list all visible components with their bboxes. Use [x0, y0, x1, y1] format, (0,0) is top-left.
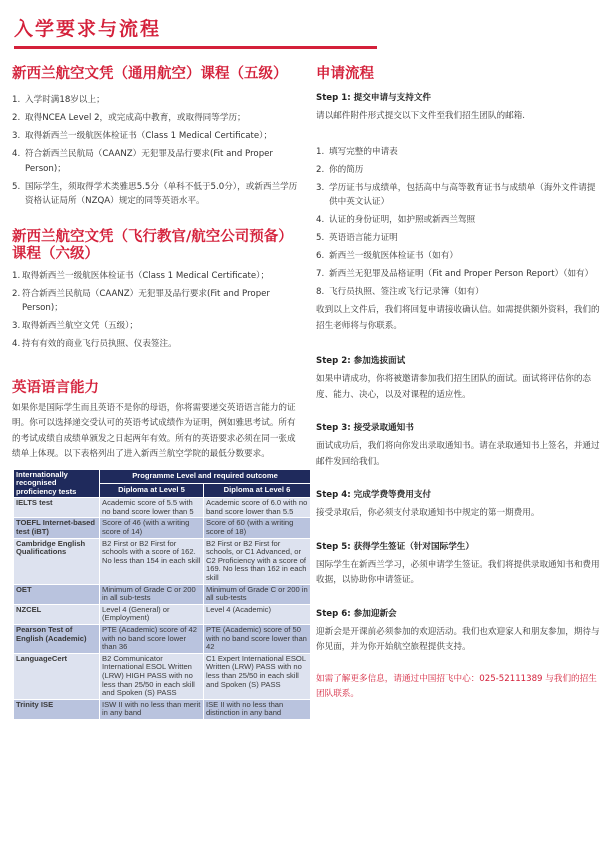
- item-number: 1.: [12, 270, 21, 281]
- cell-test: LanguageCert: [14, 653, 100, 699]
- item-number: 3.: [316, 182, 325, 193]
- list-item: [12, 337, 304, 352]
- list-item: [316, 145, 600, 160]
- list-item: [12, 269, 304, 284]
- item-number: 2.: [12, 113, 21, 123]
- list-item: [316, 285, 600, 300]
- list-item: [12, 287, 304, 316]
- cell-test: Trinity ISE: [14, 699, 100, 719]
- item-text: 符合新西兰民航局（CAANZ）无犯罪及品行要求(Fit and Proper Person)；: [25, 149, 273, 174]
- list-item: [316, 181, 600, 210]
- item-text: 填写完整的申请表: [329, 146, 398, 157]
- step4-text: 接受录取后，你必须支付录取通知书中规定的第一期费用。: [316, 508, 540, 518]
- list-item: [316, 213, 600, 228]
- contact-info: 如需了解更多信息，请通过中国招飞中心：025-52111389 与我们的招生团队联系。: [316, 673, 597, 699]
- list-item: [12, 147, 304, 176]
- list-item: [316, 267, 600, 282]
- item-text: 国际学生，须取得学术类雅思5.5分（单科不低于5.0分），或新西兰学历资格认证局所（NZQA）规定的同等英语水平。: [25, 181, 298, 206]
- list-item: [316, 163, 600, 178]
- table-row: [14, 538, 311, 584]
- table-row: [14, 604, 311, 624]
- cell-level5: PTE (Academic) score of 42 with no band score lower than 36: [100, 625, 204, 654]
- table-row: [14, 584, 311, 604]
- step1-documents-list: [316, 145, 600, 300]
- item-number: 3.: [12, 321, 21, 331]
- item-number: 1.: [12, 95, 21, 105]
- table-row: [14, 518, 311, 538]
- item-number: 2.: [316, 164, 325, 175]
- item-text: 新西兰无犯罪及品格证明（Fit and Proper Person Report）（如有）: [329, 269, 594, 279]
- cell-test: Pearson Test of English (Academic): [14, 625, 100, 654]
- list-item: [12, 319, 304, 334]
- list-item: [12, 129, 304, 144]
- cell-level6: Level 4 (Academic): [204, 604, 311, 624]
- item-number: 4.: [316, 215, 325, 225]
- left-column: [12, 66, 308, 720]
- table-row: [14, 653, 311, 699]
- list-item: [12, 93, 304, 108]
- step4-title: Step 4: 完成学费等费用支付: [316, 490, 432, 500]
- page-title: 入学要求与流程: [14, 18, 162, 40]
- right-column: [316, 66, 600, 703]
- header-level6: Diploma at Level 6: [204, 483, 311, 497]
- header-test: Internationally recognised proficiency tests: [14, 469, 100, 498]
- table-row: [14, 625, 311, 654]
- item-number: 4.: [12, 339, 21, 349]
- header-programme-level: Programme Level and required outcome: [100, 469, 311, 483]
- header-level5: Diploma at Level 5: [100, 483, 204, 497]
- item-number: 5.: [12, 181, 21, 192]
- cell-level6: Score of 60 (with a writing score of 18): [204, 518, 311, 538]
- cell-level5: Level 4 (General) or (Employment): [100, 604, 204, 624]
- list-item: [12, 111, 304, 126]
- item-text: 学历证书与成绩单，包括高中与高等教育证书与成绩单（海外文件请提供中英文认证）: [329, 182, 596, 207]
- cell-level6: Academic score of 6.0 with no band score lower than 5.5: [204, 498, 311, 518]
- item-text: 取得NCEA Level 2，或完成高中教育，或取得同等学历；: [25, 113, 246, 123]
- item-text: 新西兰一级航医体检证书（如有）: [329, 251, 458, 261]
- step1-intro: 请以邮件附件形式提交以下文件至我们招生团队的邮箱.: [316, 111, 525, 121]
- list-item: [316, 231, 600, 246]
- english-intro: 如果你是国际学生而且英语不是你的母语，你将需要递交英语语言能力的证明。你可以选择递交受认可的英语考试成绩作为证明，例如雅思考试。所有的考试成绩自成绩单颁发之日起两年有效。所有的英语要求必须在同一张成绩单上体现。以下表格列出了进入新西兰航空学院的最低分数要求。: [12, 402, 296, 459]
- english-heading: 英语语言能力: [12, 379, 99, 396]
- cell-level5: Academic score of 5.5 with no band score lower than 5: [100, 498, 204, 518]
- table-row: [14, 699, 311, 719]
- item-number: 4.: [12, 149, 21, 159]
- step2-title: Step 2: 参加选拔面试: [316, 356, 406, 366]
- item-text: 英语语言能力证明: [329, 233, 398, 243]
- step5-text: 国际学生在新西兰学习，必须申请学生签证。我们将提供录取通知书和费用收据，以协助你申请签证。: [316, 559, 600, 585]
- title-divider: [14, 46, 377, 49]
- item-text: 入学时满18岁以上；: [25, 95, 105, 105]
- step1-outro: 收到以上文件后，我们将回复申请接收确认信。如需提供额外资料，我们的招生老师将与你联系。: [316, 305, 600, 331]
- cell-level6: C1 Expert International ESOL Written (LRW) PASS with no less than 25/50 in each skill and Spoken (S) PASS: [204, 653, 311, 699]
- item-text: 飞行员执照、签注或飞行记录簿（如有）: [329, 287, 484, 297]
- item-number: 6.: [316, 251, 325, 261]
- item-number: 3.: [12, 131, 21, 141]
- step6-title: Step 6: 参加迎新会: [316, 608, 397, 619]
- cell-level6: PTE (Academic) score of 50 with no band score lower than 42: [204, 625, 311, 654]
- item-text: 取得新西兰一级航医体检证书（Class 1 Medical Certificate）；: [22, 270, 270, 281]
- list-item: [316, 249, 600, 264]
- item-number: 8.: [316, 287, 325, 297]
- cell-level5: Score of 46 (with a writing score of 14): [100, 518, 204, 538]
- cell-test: TOEFL Internet-based test (iBT): [14, 518, 100, 538]
- step6-text: 迎新会是开课前必须参加的欢迎活动。我们也欢迎家人和朋友参加，期待与你见面，并为你开始航空旅程提供支持。: [316, 626, 600, 652]
- item-number: 5.: [316, 233, 325, 243]
- item-text: 认证的身份证明，如护照或新西兰驾照: [329, 215, 476, 225]
- level6-requirements-list: [12, 269, 304, 352]
- step3-text: 面试成功后，我们将向你发出录取通知书。请在录取通知书上签名，并通过邮件发回给我们。: [316, 441, 600, 467]
- english-requirements-table: [13, 469, 311, 720]
- cell-test: Cambridge English Qualifications: [14, 538, 100, 584]
- level6-heading: 新西兰航空文凭（飞行教官/航空公司预备）课程（六级）: [12, 228, 293, 262]
- item-number: 7.: [316, 269, 325, 279]
- step1-title: Step 1: 提交申请与支持文件: [316, 93, 432, 103]
- item-text: 取得新西兰一级航医体检证书（Class 1 Medical Certificate）；: [25, 131, 273, 141]
- item-number: 2.: [12, 288, 21, 299]
- cell-level5: B2 Communicator International ESOL Written (LRW) HIGH PASS with no less than 25/50 in each skill and Spoken (S) PASS: [100, 653, 204, 699]
- table-row: [14, 498, 311, 518]
- cell-test: IELTS test: [14, 498, 100, 518]
- step2-text: 如果申请成功，你将被邀请参加我们招生团队的面试。面试将评估你的态度、能力、决心，以及对课程的适应性。: [316, 374, 592, 400]
- cell-level5: B2 First or B2 First for schools with a score of 162. No less than 154 in each skill: [100, 538, 204, 584]
- list-item: [12, 180, 304, 209]
- process-heading: 申请流程: [316, 66, 374, 82]
- cell-level5: Minimum of Grade C or 200 in all sub-tests: [100, 584, 204, 604]
- cell-level6: ISE II with no less than distinction in any band: [204, 699, 311, 719]
- level5-heading: 新西兰航空文凭（通用航空）课程（五级）: [12, 66, 288, 82]
- step3-title: Step 3: 接受录取通知书: [316, 423, 414, 433]
- cell-test: NZCEL: [14, 604, 100, 624]
- cell-level6: B2 First or B2 First for schools, or C1 Advanced, or C2 Proficiency with a score of 169. No less than 162 in each skill: [204, 538, 311, 584]
- item-text: 你的简历: [329, 164, 364, 175]
- item-number: 1.: [316, 146, 325, 157]
- step5-title: Step 5: 获得学生签证（针对国际学生）: [316, 541, 474, 552]
- item-text: 符合新西兰民航局（CAANZ）无犯罪及品行要求(Fit and Proper Person)；: [22, 288, 270, 313]
- level5-requirements-list: [12, 93, 304, 209]
- cell-level5: ISW II with no less than merit in any band: [100, 699, 204, 719]
- cell-level6: Minimum of Grade C or 200 in all sub-tests: [204, 584, 311, 604]
- item-text: 取得新西兰航空文凭（五级）；: [22, 321, 139, 331]
- item-text: 持有有效的商业飞行员执照、仪表签注。: [22, 339, 177, 349]
- cell-test: OET: [14, 584, 100, 604]
